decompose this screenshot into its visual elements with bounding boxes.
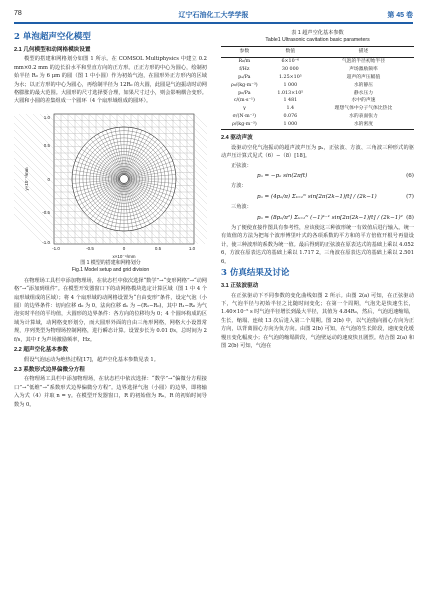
figure-caption-en: Fig.1 Model setup and grid division [71, 266, 150, 273]
y-tick: -1.0 [42, 239, 50, 245]
table-cell: ρ₀/(kg·m⁻³) [231, 82, 258, 88]
subsection-2-3: 2.3 系数形式边界偏微分方程 [14, 366, 85, 373]
table-cell: 0.076 [283, 114, 298, 120]
table-row [221, 58, 414, 66]
table-cell: ρ/(kg·m⁻³) [221, 122, 268, 130]
table-cell: 理想气体中分子气体比热比 [334, 106, 393, 112]
table-cell: 气泡的半径初始半径 [341, 59, 386, 64]
y-tick: 1.0 [43, 114, 50, 120]
mesh-figure [14, 110, 207, 260]
table-cell: 1 481 [283, 98, 298, 104]
table-cell: 1.4 [286, 106, 295, 112]
table-row [221, 98, 414, 106]
x-axis-label: x×10⁻⁴/mm [112, 253, 136, 259]
table-cell: 水的静压 [353, 82, 374, 88]
table-row [221, 82, 414, 90]
y-tick: 0.5 [43, 142, 50, 148]
table-cell: f/Hz [239, 66, 250, 72]
table-cell: 30 000 [281, 66, 299, 72]
table-cell: 1 000 [268, 122, 313, 130]
table-header: 描述 [313, 47, 414, 58]
table-cell: 1.25×10⁵ [278, 74, 302, 80]
table-row [221, 90, 414, 98]
table-cell: 1.013×10⁵ [277, 90, 304, 96]
subsection-2-4: 2.4 驱动声波 [221, 135, 253, 142]
table-header: 数值 [268, 47, 313, 58]
running-header [14, 8, 413, 22]
table-cell: 静水压力 [353, 90, 374, 96]
figure-caption-cn: 图 1 模型的搭建和网格划分 [80, 259, 141, 266]
table-cell: 超声的声压幅值 [346, 74, 381, 80]
table-row [221, 66, 414, 74]
subsection-2-1: 2.1 几何模型和动网格模块设置 [14, 47, 91, 53]
left-column [14, 30, 207, 409]
x-tick: 0.5 [154, 245, 162, 251]
figure-1 [14, 110, 207, 274]
table-caption-cn: 表 1 超声空化基本参数 [291, 30, 344, 36]
equation-7 [221, 193, 414, 201]
paragraph-2-4: 设驱动空化气泡振动的超声波声压为 pₐ，正弦波、方波、三角波三种形式的驱动声压计算式见式（6）−（8）[18]。 [221, 144, 414, 160]
table-cell: R₀/m [238, 59, 251, 64]
paragraph-2-3: 在物理场工具栏中添加物理场，在状态栏中依次选择：“数学”→“偏微分方程接口”→“低维”→“系数形式边界偏微分方程”。边界选择气泡（小圆）的边界，即将输入为式（4）并取 n = γ。在模型开发器窗口，R 的初始值为 R₀，R 的初始时间导数为 0。 [14, 376, 207, 408]
small-circle-bubble [120, 175, 129, 184]
table-cell: 水的密度 [313, 122, 414, 130]
equation-8-body: pₐ = (8pₐ/π²) Σₖ₌₁ᴺ (−1)ᵏ⁻¹ sin[2π(2k−1)ft] / (2k−1)² [257, 214, 403, 221]
table-row [221, 114, 414, 122]
page-number: 78 [14, 10, 22, 17]
x-tick: -0.5 [86, 245, 94, 251]
paragraph-3-1: 在正弦驱动下不同参数的变化曲线如图 2 所示。由图 2(a) 可知，在正弦驱动下，气泡半径与初始半径之比随时间变化；在第一个周期，气泡先是快速生长，1.40×10⁻⁵ s 时气泡半径增长到最大半径，其值为 4.84R₀，然后，气泡迅速缩塌，生长、缩塌、连续 13 次后进入第二个周期。图 2(b) 中，以气泡指向圆心方向为正方向，以背离圆心方向为负方向。由图 2(b) 可知，在气泡的生长阶段，速度变化缓慢且变化幅度小；在气泡的缩塌阶段，气泡壁运动的速度快且剧烈。结合图 2(a) 和图 2(b) 可知，气泡在 [221, 292, 414, 349]
equation-6-number: (6) [406, 173, 414, 180]
table-cell: pₐ/Pa [238, 74, 251, 80]
equation-7-number: (7) [406, 193, 414, 200]
table-cell: 水的表面张力 [349, 114, 378, 120]
mesh-plot [14, 110, 207, 260]
right-column [221, 30, 414, 350]
subsection-3-1: 3.1 正弦波驱动 [221, 283, 259, 290]
sine-label: 正弦波： [231, 162, 252, 169]
table-row [221, 122, 414, 130]
table-cell: p₀/Pa [238, 90, 251, 96]
table-caption-en: Table1 Ultrasonic cavitation basic parameters [265, 37, 370, 43]
x-tick: -1.0 [52, 245, 60, 251]
x-tick: 1.0 [188, 245, 196, 251]
table-header-row [221, 47, 414, 58]
journal-name: 辽宁石油化工大学学报 [178, 12, 249, 19]
equation-7-body: pₐ = (4pₐ/π) Σₖ₌₁ᴺ sin[2π(2k−1)ft] / (2k−1) [257, 193, 377, 200]
table-cell: σ/(N·m⁻¹) [232, 114, 257, 120]
table-row [221, 106, 414, 114]
table-cell: 声场激励频率 [349, 66, 378, 72]
equation-6-body: pₐ = −pₐ sin(2πft) [257, 173, 308, 180]
table-row [221, 74, 414, 82]
equation-8 [221, 214, 414, 222]
table-cell: 水中的声速 [351, 98, 376, 104]
paragraph-2-2: 假设气泡运动为绝热过程[17]，超声空化基本参数见表 1。 [24, 356, 159, 363]
table-cell: c/(m·s⁻¹) [233, 98, 255, 104]
section-title-3: 3 仿真结果及讨论 [221, 268, 290, 279]
header-rule [14, 22, 413, 24]
parameter-table [221, 46, 414, 130]
paragraph-2-1b: 在物理场工具栏中添加物理场，在状态栏中依次选择“数学”→“变形网格”→“动网格”→“添加到组件”。在模型开发器窗口下的动网格模块选定计算区域（图 1 中 4 个扇形域组成的区域）；将 4 个扇形域的动网格设置为“自由变形”条件，设定气泡（小圆）的边界条件：切向位移 d₀ 为 0，法向位移 dₙ 为 −(R₁−R₀)，其中 R₁−R₀ 为气泡实时半径的平均值，大圆形的边界条件：各方向的位移均为 0；4 个圆环构成的区域为计算域，动网格变形划分，而大圆形外面的自由三角形网格，网格大小设置常规，序列类型为物理场控制网格，进行瞬态计算。设置步长为 0.01 f/s，总时间为 2 f/s，其中 f 为声场激励频率，Hz。 [14, 277, 207, 343]
section-title-2: 2 单泡超声空化模型 [14, 32, 91, 42]
table-cell: 1 000 [283, 82, 298, 88]
table-cell: 6×10⁻⁶ [281, 59, 300, 64]
square-label: 方波： [231, 183, 247, 190]
subsection-2-2: 2.2 超声空化基本参数 [14, 347, 69, 354]
y-tick: -0.5 [42, 209, 50, 215]
equation-6 [221, 172, 414, 180]
equation-8-number: (8) [406, 214, 414, 221]
paragraph-2-1: 模型的搭建和网格划分如图 1 所示。在 COMSOL Multiphysics 中建立 0.2 mm×0.2 mm 的边长沿水平和竖直方向的正方形。正正方形的中心为圆心，绘制初始半径 R₀ 为 6 μm 的圆（图 1 中小圆）作为初始气泡，在圆形外正方形内的区域为水；以正方形的中心为圆心，再绘制半径为 12R₀ 的大圆，此圆是气泡振动时动网格膨胀的最大范围。大圆形的尺寸选择要合理，如果尺寸过小，则会影响耦合变形。大圆和小圆的差集组成一个圆环（4 个扇形域组成的圆环）。 [14, 56, 207, 105]
y-axis-label: y×10⁻⁴/mm [24, 167, 29, 191]
y-tick: 0 [47, 176, 50, 182]
table-header: 参数 [221, 47, 268, 58]
table-cell: γ [242, 106, 246, 112]
volume-number: 第 45 卷 [387, 12, 413, 19]
x-tick: 0 [122, 245, 126, 251]
paragraph-2-4b: 为了便使直接作图具有参考性，应该使这三种波形统一有效值后进行输入。统一有效值的方法为把每个波形傅里叶式的各项系数的平方和的平方倍值开根号再量设计，使三种波形的系数为统一值。最后得到的正弦波在原表达式的基础上乘以 4.052 6，方波在原表达式的基础上乘以 1.717 2，三角波在原表达式的基础上乘以 2.501 6。 [221, 225, 414, 265]
triangle-label: 三角波： [231, 204, 252, 211]
